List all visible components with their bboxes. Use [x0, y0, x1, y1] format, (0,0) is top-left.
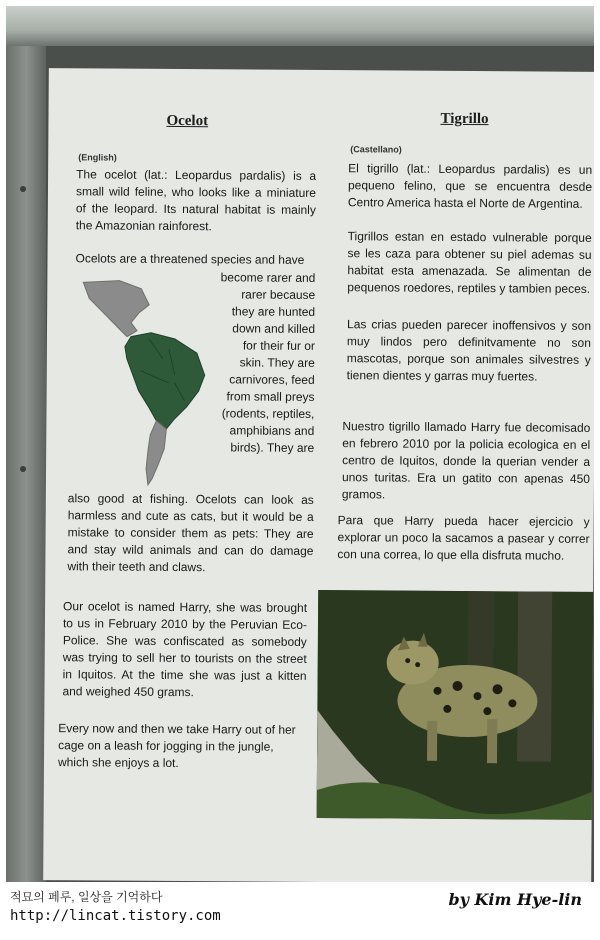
tack-icon [20, 186, 26, 192]
tack-icon [20, 466, 26, 472]
south-america-map [78, 278, 209, 489]
right-paragraph-1: El tigrillo (lat.: Leopardus pardalis) es un pequeno felino, que se encuentra desde Centro America hasta el Norte de Argentina. [347, 161, 593, 211]
right-paragraph-3: Las crias pueden parecer inoffensivos y son muy lindos pero definitvamente no son mascotas, porque son animales silvestres y tienen dientes y garras muy fuertes. [346, 317, 592, 384]
right-paragraph-2: Tigrillos estan en estado vulnerable porque se les caza para obtener su piel ademas su habitat esta amenazada. Se alimentan de pequenos roedores, reptiles y tambien peces. [347, 229, 592, 296]
left-paragraph-1: The ocelot (lat.: Leopardus pardalis) is a small wild feline, who looks like a miniature of the leopard. Its natural habitat is mainly the Amazonian rainforest. [75, 167, 317, 234]
info-poster [43, 68, 594, 882]
board-edge [6, 46, 46, 882]
ocelot-illustration [317, 590, 594, 820]
left-title: Ocelot [166, 112, 209, 130]
left-paragraph-4: Every now and then we take Harry out of her cage on a leash for jogging in the jungle, which she enjoys a lot. [57, 721, 296, 771]
left-paragraph-2-top: Ocelots are a threatened species and have [75, 251, 305, 267]
right-paragraph-4: Nuestro tigrillo llamado Harry fue decomisado en febrero 2010 por la policia ecologica en el centro de Iquitos, donde la querian vender a unos turitas. Era un gatito con apenas 450 gramos. [341, 419, 591, 502]
blog-title: 적묘의 페루, 일상을 기억하다 [10, 890, 163, 904]
right-paragraph-5: Para que Harry pueda hacer ejercicio y explorar un poco la sacamos a pasear y correr con una correa, lo que ella disfruta mucho. [337, 513, 590, 563]
photographer-signature: by Kim Hye-lin [448, 890, 582, 909]
left-paragraph-3: Our ocelot is named Harry, she was brought to us in February 2010 by the Peruvian Eco-Police. She was confiscated as somebody was trying to sell her to tourists on the street in Iquitos. At the time she was just a kitten and weighed 450 grams. [62, 599, 308, 700]
left-paragraph-2-rest: also good at fishing. Ocelots can look as harmless and cute as cats, but it would be a mistake to consider them as pets: They are and stay wild animals and can do damage with their teeth and claws. [67, 491, 314, 575]
left-language-tag: (English) [78, 152, 117, 163]
ocelot-photo [317, 590, 594, 820]
footer [0, 882, 600, 940]
photo [6, 6, 594, 882]
right-language-tag: (Castellano) [350, 144, 402, 155]
left-paragraph-2-wrap: become rarer and rarer because they are hunted down and killed for their fur or skin. They are carnivores, feed from small preys (rodents, reptiles, amphibians and birds). They are [220, 270, 316, 455]
blog-url[interactable]: http://lincat.tistory.com [10, 908, 221, 924]
glass-reflection [6, 6, 594, 46]
right-title: Tigrillo [440, 110, 489, 128]
